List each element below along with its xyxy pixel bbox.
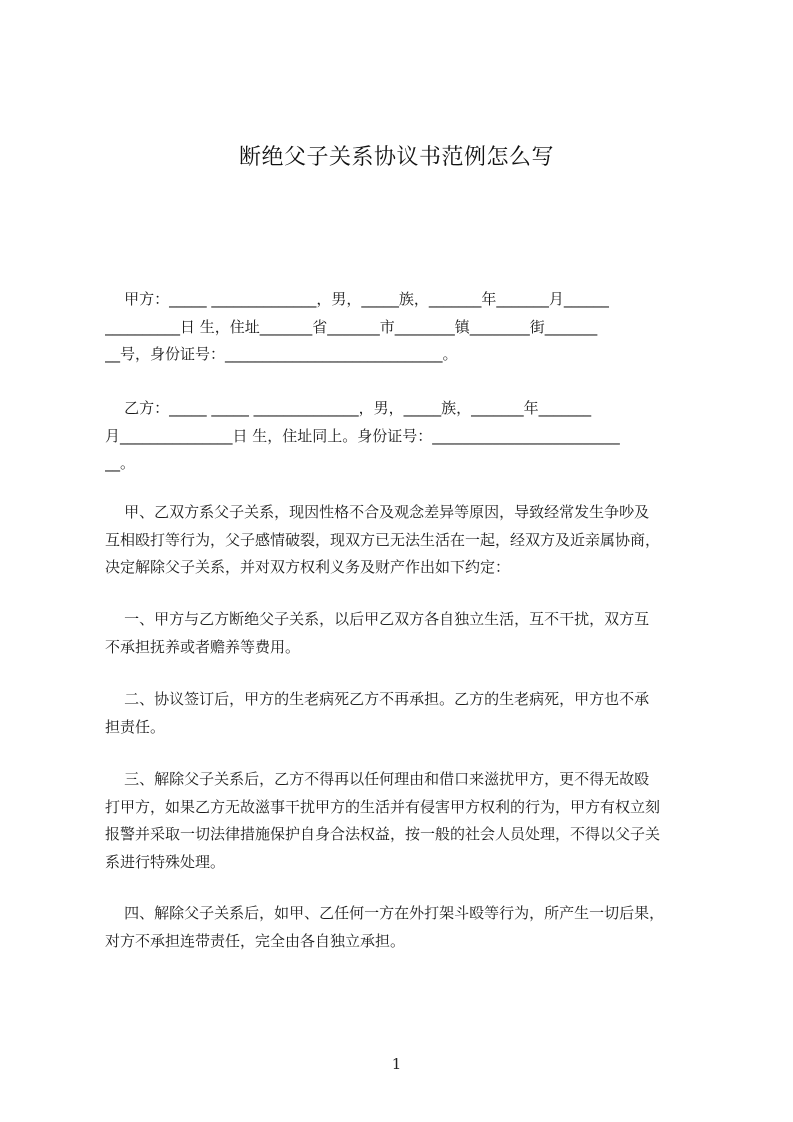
- clause-one-line: 不承担抚养或者赡养等费用。: [105, 637, 301, 656]
- party-b-paragraph: [105, 395, 705, 478]
- clause-three-paragraph: [105, 766, 705, 876]
- clause-one-line: 一、甲方与乙方断绝父子关系，以后甲乙双方各自独立生活，互不干扰，双方互: [105, 610, 650, 628]
- clause-four-line: 四、解除父子关系后，如甲、乙任何一方在外打架斗殴等行为，所产生一切后果，: [105, 904, 665, 922]
- party-a-line: 甲方：_____ ______________，男，_____族，_______年_______月______: [105, 290, 609, 308]
- clause-three-line: 报警并采取一切法律措施保护自身合法权益，按一般的社会人员处理，不得以父子关: [105, 825, 661, 843]
- clause-three-line: 系进行特殊处理。: [105, 852, 226, 871]
- party-a-line: __________日 生，住址_______省_______市________镇________街_______: [105, 317, 598, 336]
- clause-four-paragraph: [105, 900, 705, 955]
- clause-one-paragraph: [105, 606, 705, 661]
- intro-line: 甲、乙双方系父子关系，现因性格不合及观念差异等原因，导致经常发生争吵及: [105, 503, 650, 521]
- intro-line: 决定解除父子关系，并对双方权利义务及财产作出如下约定：: [105, 558, 511, 576]
- party-a-paragraph: [105, 286, 705, 369]
- party-b-line: 月_______________日 生，住址同上。身份证号：_________________________: [105, 426, 620, 445]
- party-b-line: 乙方：_____ _____ ______________，男，_____族，_______年_______: [105, 399, 592, 417]
- clause-two-paragraph: [105, 686, 705, 741]
- clause-three-line: 打甲方，如果乙方无故滋事干扰甲方的生活并有侵害甲方权利的行为，甲方有权立刻: [105, 797, 661, 816]
- page-number: 1: [391, 1055, 402, 1073]
- party-b-line: __。: [105, 454, 136, 472]
- clause-two-line: 担责任。: [105, 717, 166, 736]
- intro-line: 互相殴打等行为，父子感情破裂，现双方已无法生活在一起，经双方及近亲属协商，: [105, 530, 661, 549]
- document-title: 断绝父子关系协议书范例怎么写: [238, 145, 554, 170]
- party-a-line: __号，身份证号：_____________________________。: [105, 345, 458, 363]
- intro-paragraph: [105, 499, 705, 582]
- clause-four-line: 对方不承担连带责任，完全由各自独立承担。: [105, 931, 406, 950]
- clause-three-line: 三、解除父子关系后，乙方不得再以任何理由和借口来滋扰甲方，更不得无故殴: [105, 770, 650, 788]
- clause-two-line: 二、协议签订后，甲方的生老病死乙方不再承担。乙方的生老病死，甲方也不承: [105, 690, 650, 708]
